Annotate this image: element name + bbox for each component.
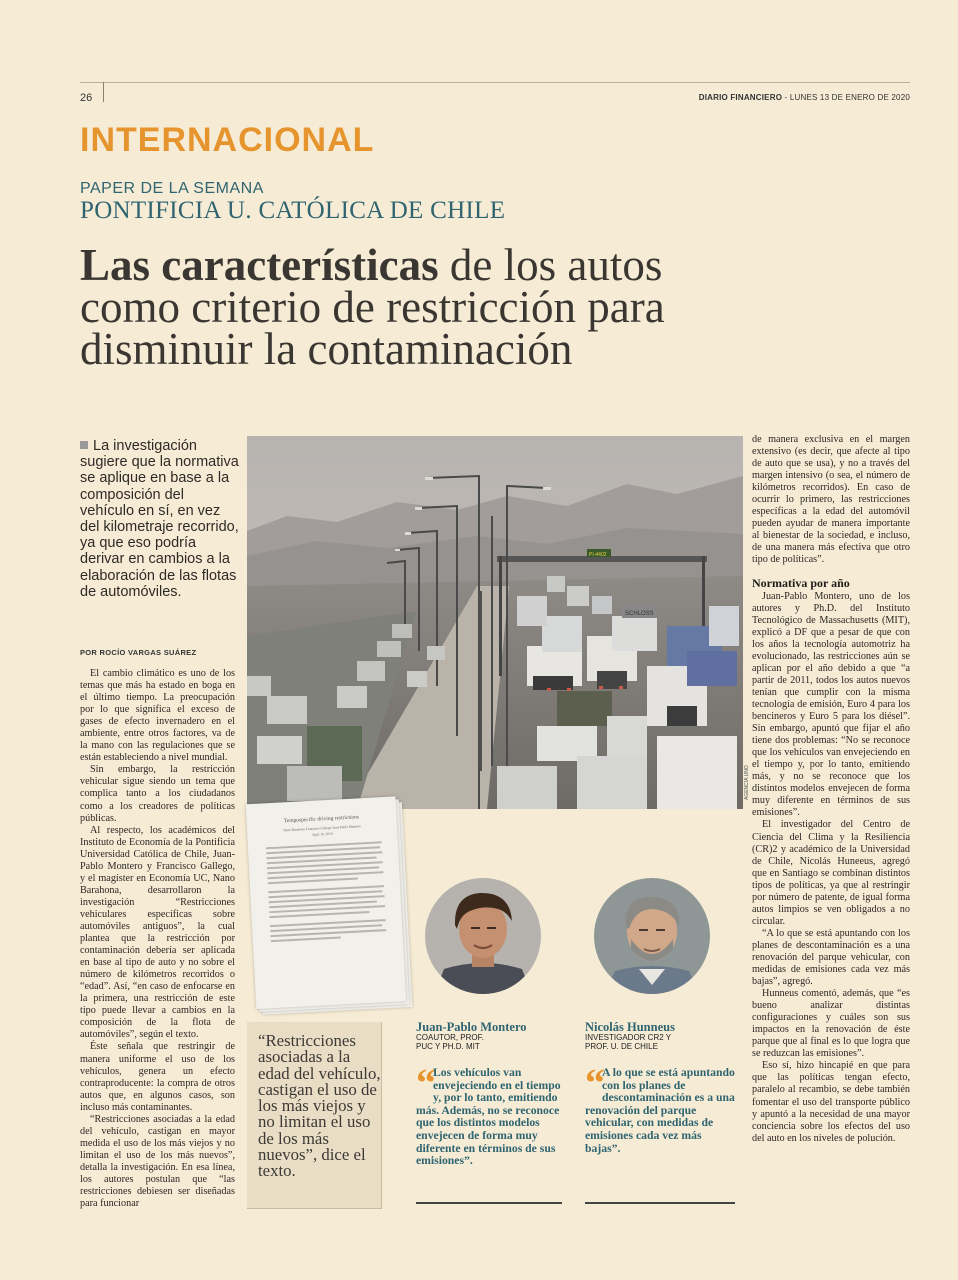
portrait-hunneus-avatar — [593, 877, 711, 995]
body-paragraph: Éste señala que restringir de manera uniforme el uso de los vehículos, genera un efecto contraproducente: la compra de otros autos que, en algunos casos, son incluso más contaminantes. — [80, 1041, 235, 1113]
top-rule — [80, 82, 910, 83]
portrait-montero-avatar — [424, 877, 542, 995]
masthead — [699, 93, 910, 102]
kicker-institution: PONTIFICIA U. CATÓLICA DE CHILE — [80, 197, 506, 224]
person2-name: Nicolás Hunneus — [585, 1020, 675, 1034]
paper-mini-title: Tempospecific driving restrictions — [283, 814, 360, 825]
page-number-divider — [103, 82, 104, 102]
headline-line3: disminuir la contaminación — [80, 324, 573, 374]
body-paragraph: Juan-Pablo Montero, uno de los autores y Ph.D. del Instituto Tecnológico de Massachusetts (MIT), explicó a DF que a pesar de que con los años la tecnología automotriz ha evolucionado, las restricciones aún se aplican por el año debido a que “a partir de 2011, todos los autos nuevos tenían que cumplir con la misma tecnología de emisión, Euro 4 para los bencineros y Euro 5 para los diésel”. Sin embargo, apuntó que fijar el año tiene dos problemas: “No se reconoce que los vehículos van envejeciendo en el tiempo y, por lo tanto, emitiendo más, y no se reconoce que los distintos modelos envejecen de forma muy diferente en términos de sus emisiones”. — [752, 590, 910, 819]
person2-quote — [585, 1060, 735, 1155]
highway-traffic-photo — [247, 436, 743, 809]
headline — [80, 240, 900, 374]
headline-line2: como criterio de restricción para — [80, 282, 665, 332]
person1-role-line1: COAUTOR, PROF. — [416, 1033, 484, 1042]
paper-mini-date: April 10, 2018 — [311, 831, 333, 837]
body-paragraph: “Restricciones asociadas a la edad del vehículo, castigan en mayor medida el uso de los más viejos y no limitan el uso de los más nuevos”, detalla la investigación. En esa línea, los autores postulan que “las restricciones debiesen ser diseñadas para funcionar — [80, 1113, 235, 1210]
headline-bold: Las características — [80, 240, 439, 290]
paper-mini-authors: Nano Barahona Francisco Gallego Juan-Pablo Montero — [283, 824, 361, 833]
lead-text: La investigación sugiere que la normativa se aplique en base a la composición del vehículo en sí, en vez del kilometraje recorrido, ya que eso podría derivar en cambios a la elaboración de las flotas de automóviles. — [80, 438, 239, 600]
body-paragraph: de manera exclusiva en el margen extensivo (es decir, que afecte al tipo de auto que se usa), y no a través del margen intensivo (o sea, el número de kilómetros recorridos). En caso de ocurrir lo primero, las restricciones específicas a la edad del automóvil pueden ayudar de manera importante al bienestar de la sociedad, e incluso, de una manera más efectiva que otro tipo de políticas”. — [752, 434, 910, 566]
body-paragraph: Sin embargo, la restricción vehicular sigue siendo un tema que complica tanto a los ciudadanos como a los creadores de políticas públicas. — [80, 764, 235, 824]
section-title: INTERNACIONAL — [80, 121, 375, 159]
body-paragraph: El cambio climático es uno de los temas que más ha estado en boga en el último tiempo. La preocupación por lo que significa el exceso de gases de efecto invernadero en el ambiente, entre otros factores, va de la mano con las regulaciones que se están estableciendo a nivel mundial. — [80, 668, 235, 764]
body-paragraph: El investigador del Centro de Ciencia del Clima y la Resiliencia (CR)2 y académico de la Universidad de Chile, Nicolás Huneeus, agregó que en Santiago se combinan distintos tipos de políticas, ya que al restringir por número de patente, de igual forma autos limpios se ven obligados a no circular. — [752, 819, 910, 927]
body-column-1 — [80, 668, 235, 1210]
lead-paragraph — [80, 438, 240, 600]
body-paragraph: Eso sí, hizo hincapié en que para que las políticas tengan efecto, paralelo al recambio, se debe también fomentar el uso del transporte público y apuntó a la necesidad de una mayor conciencia sobre los efectos del uso del auto en los niveles de polución. — [752, 1060, 910, 1144]
person2-role-line2: PROF. U. DE CHILE — [585, 1042, 658, 1051]
person2-role — [585, 1033, 705, 1051]
person1-name: Juan-Pablo Montero — [416, 1020, 527, 1034]
portrait-nicolas-hunneus — [593, 877, 711, 995]
byline: POR ROCÍO VARGAS SUÁREZ — [80, 648, 197, 657]
person1-role-line2: PUC Y PH.D. MIT — [416, 1042, 480, 1051]
highway-sign-text: PI-4402 — [589, 552, 607, 558]
photo-credit: AGENCIA UNO — [744, 765, 750, 800]
person1-quote-text: Los vehículos van envejeciendo en el tiempo y, por lo tanto, emitiendo más. Además, no se reconoce que los distintos modelos envejecen de forma muy diferente en términos de sus emisiones”. — [416, 1066, 561, 1168]
quote1-bottom-rule — [416, 1202, 562, 1204]
traffic-photo-illustration — [247, 436, 743, 809]
person2-role-line1: INVESTIGADOR CR2 Y — [585, 1033, 672, 1042]
subhead-normativa: Normativa por año — [752, 575, 850, 590]
pull-quote-text: “Restricciones asociadas a la edad del vehículo, castigan el uso de los más viejos y no limitan el uso de los más nuevos”, dice el texto. — [258, 1031, 381, 1181]
bullet-square-icon — [80, 441, 88, 449]
body-paragraph: Hunneus comentó, además, que “es bueno analizar distintas configuraciones y cuáles son sus impactos en la renovación de éste parque que al final es lo que logra que se reduzcan las emisiones”. — [752, 988, 910, 1060]
person1-quote — [416, 1060, 564, 1168]
body-paragraph: “A lo que se está apuntando con los planes de descontaminación es a una renovación del parque vehicular, con medidas de emisiones cada vez más bajas”, agregó. — [752, 927, 910, 988]
quote2-bottom-rule — [585, 1202, 735, 1204]
body-paragraph: Al respecto, los académicos del Instituto de Economía de la Pontificia Universidad Católica de Chile, Juan-Pablo Montero y Francisco Gallego, y el magíster en Economía UC, Nano Barahona, desarrollaron la investigación “Restricciones vehiculares específicas sobre automóviles antiguos”, la cual plantea que la restricción por contaminación debería ser aplicada en base al tipo de auto y no sobre el número de kilómetros recorridos o “edad”. Así, “en caso de enfocarse en la primera, una restricción de este tipo puede llevar a cambios en la composición de la flota de automóviles”, según el texto. — [80, 824, 235, 1041]
person2-quote-text: A lo que se está apuntando con los planes de descontaminación es a una renovación del parque vehicular, con medidas de emisiones cada vez más bajas”. — [585, 1066, 735, 1155]
masthead-date: - LUNES 13 DE ENERO DE 2020 — [782, 93, 910, 102]
quote-mark-icon: “ — [416, 1060, 430, 1105]
kicker: PAPER DE LA SEMANA — [80, 180, 264, 197]
portrait-juan-pablo-montero — [424, 877, 542, 995]
person1-role — [416, 1033, 536, 1051]
research-paper-image — [246, 796, 415, 1014]
truck-label-text: SCHLOSS — [625, 611, 654, 617]
headline-line1: de los autos — [438, 240, 663, 290]
body-column-3 — [752, 434, 910, 1145]
page-number: 26 — [80, 92, 93, 104]
paper-text-lines — [266, 841, 389, 987]
masthead-name: DIARIO FINANCIERO — [698, 93, 783, 102]
quote-mark-icon: “ — [585, 1060, 599, 1105]
paper-sheet-front — [246, 796, 407, 1009]
